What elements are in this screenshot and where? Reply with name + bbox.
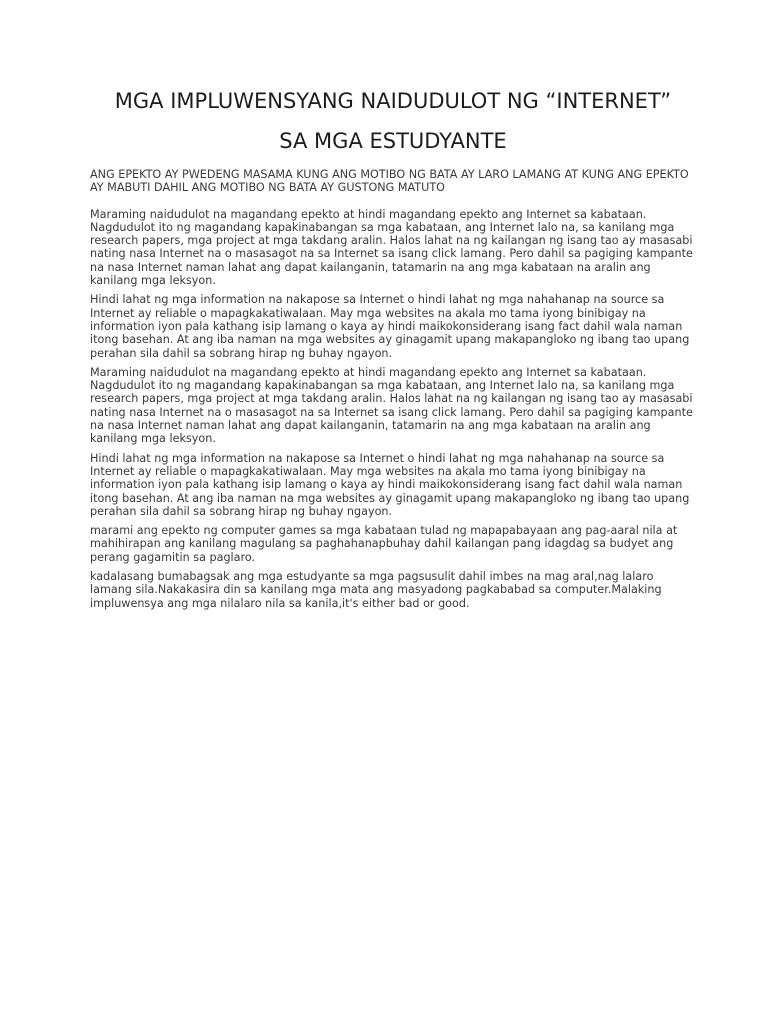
document-title-line2: SA MGA ESTUDYANTE — [279, 129, 507, 153]
paragraph-2: Hindi lahat ng mga information na nakapose sa Internet o hindi lahat ng mga nahahanap na source sa Internet ay reliable o mapagkakatiwalaan. May mga websites na akala mo tama iyong binibigay na information iyon pala kathang isip lamang o kaya ay hindi maikokonsiderang isang fact dahil wala naman itong basehan. At ang iba naman na mga websites ay ginagamit upang makapangloko ng ibang tao upang perahan sila dahil sa sobrang hirap ng buhay ngayon. — [90, 293, 690, 360]
paragraph-3: Maraming naidudulot na magandang epekto at hindi magandang epekto ang Internet sa kabataan. Nagdudulot ito ng magandang kapakinabangan sa mga kabataan, ang Internet lalo na, sa kanilang mga research papers, mga project at mga takdang aralin. Halos lahat na ng kailangan ng isang tao ay masasabi nating nasa Internet na o masasagot na sa Internet sa isang click lamang. Pero dahil sa pagiging kampante na nasa Internet naman lahat ang dapat kailanganin, tatamarin na ang mga kabataan na aralin ang kanilang mga leksyon. — [90, 365, 693, 446]
document-title-line1: MGA IMPLUWENSYANG NAIDUDULOT NG “INTERNET” — [114, 89, 672, 113]
document-subtitle: ANG EPEKTO AY PWEDENG MASAMA KUNG ANG MOTIBO NG BATA AY LARO LAMANG AT KUNG ANG EPEKTO AY MABUTI DAHIL ANG MOTIBO NG BATA AY GUSTONG MATUTO — [90, 168, 689, 195]
paragraph-1: Maraming naidudulot na magandang epekto at hindi magandang epekto ang Internet sa kabataan. Nagdudulot ito ng magandang kapakinabangan sa mga kabataan, ang Internet lalo na, sa kanilang mga research papers, mga project at mga takdang aralin. Halos lahat na ng kailangan ng isang tao ay masasabi nating nasa Internet na o masasagot na sa Internet sa isang click lamang. Pero dahil sa pagiging kampante na nasa Internet naman lahat ang dapat kailanganin, tatamarin na ang mga kabataan na aralin ang kanilang mga leksyon. — [90, 207, 693, 288]
paragraph-5: marami ang epekto ng computer games sa mga kabataan tulad ng mapapabayaan ang pag-aaral nila at mahihirapan ang kanilang magulang sa paghahanapbuhay dahil kailangan pang idagdag sa budyet ang perang gagamitin sa paglaro. — [90, 524, 678, 564]
paragraph-6: kadalasang bumabagsak ang mga estudyante sa mga pagsusulit dahil imbes na mag aral,nag lalaro lamang sila.Nakakasira din sa kanilang mga mata ang masyadong pagkababad sa computer.Malaking impluwensya ang mga nilalaro nila sa kanila,it's either bad or good. — [90, 570, 662, 610]
paragraph-4: Hindi lahat ng mga information na nakapose sa Internet o hindi lahat ng mga nahahanap na source sa Internet ay reliable o mapagkakatiwalaan. May mga websites na akala mo tama iyong binibigay na information iyon pala kathang isip lamang o kaya ay hindi maikokonsiderang isang fact dahil wala naman itong basehan. At ang iba naman na mga websites ay ginagamit upang makapangloko ng ibang tao upang perahan sila dahil sa sobrang hirap ng buhay ngayon. — [90, 451, 690, 518]
